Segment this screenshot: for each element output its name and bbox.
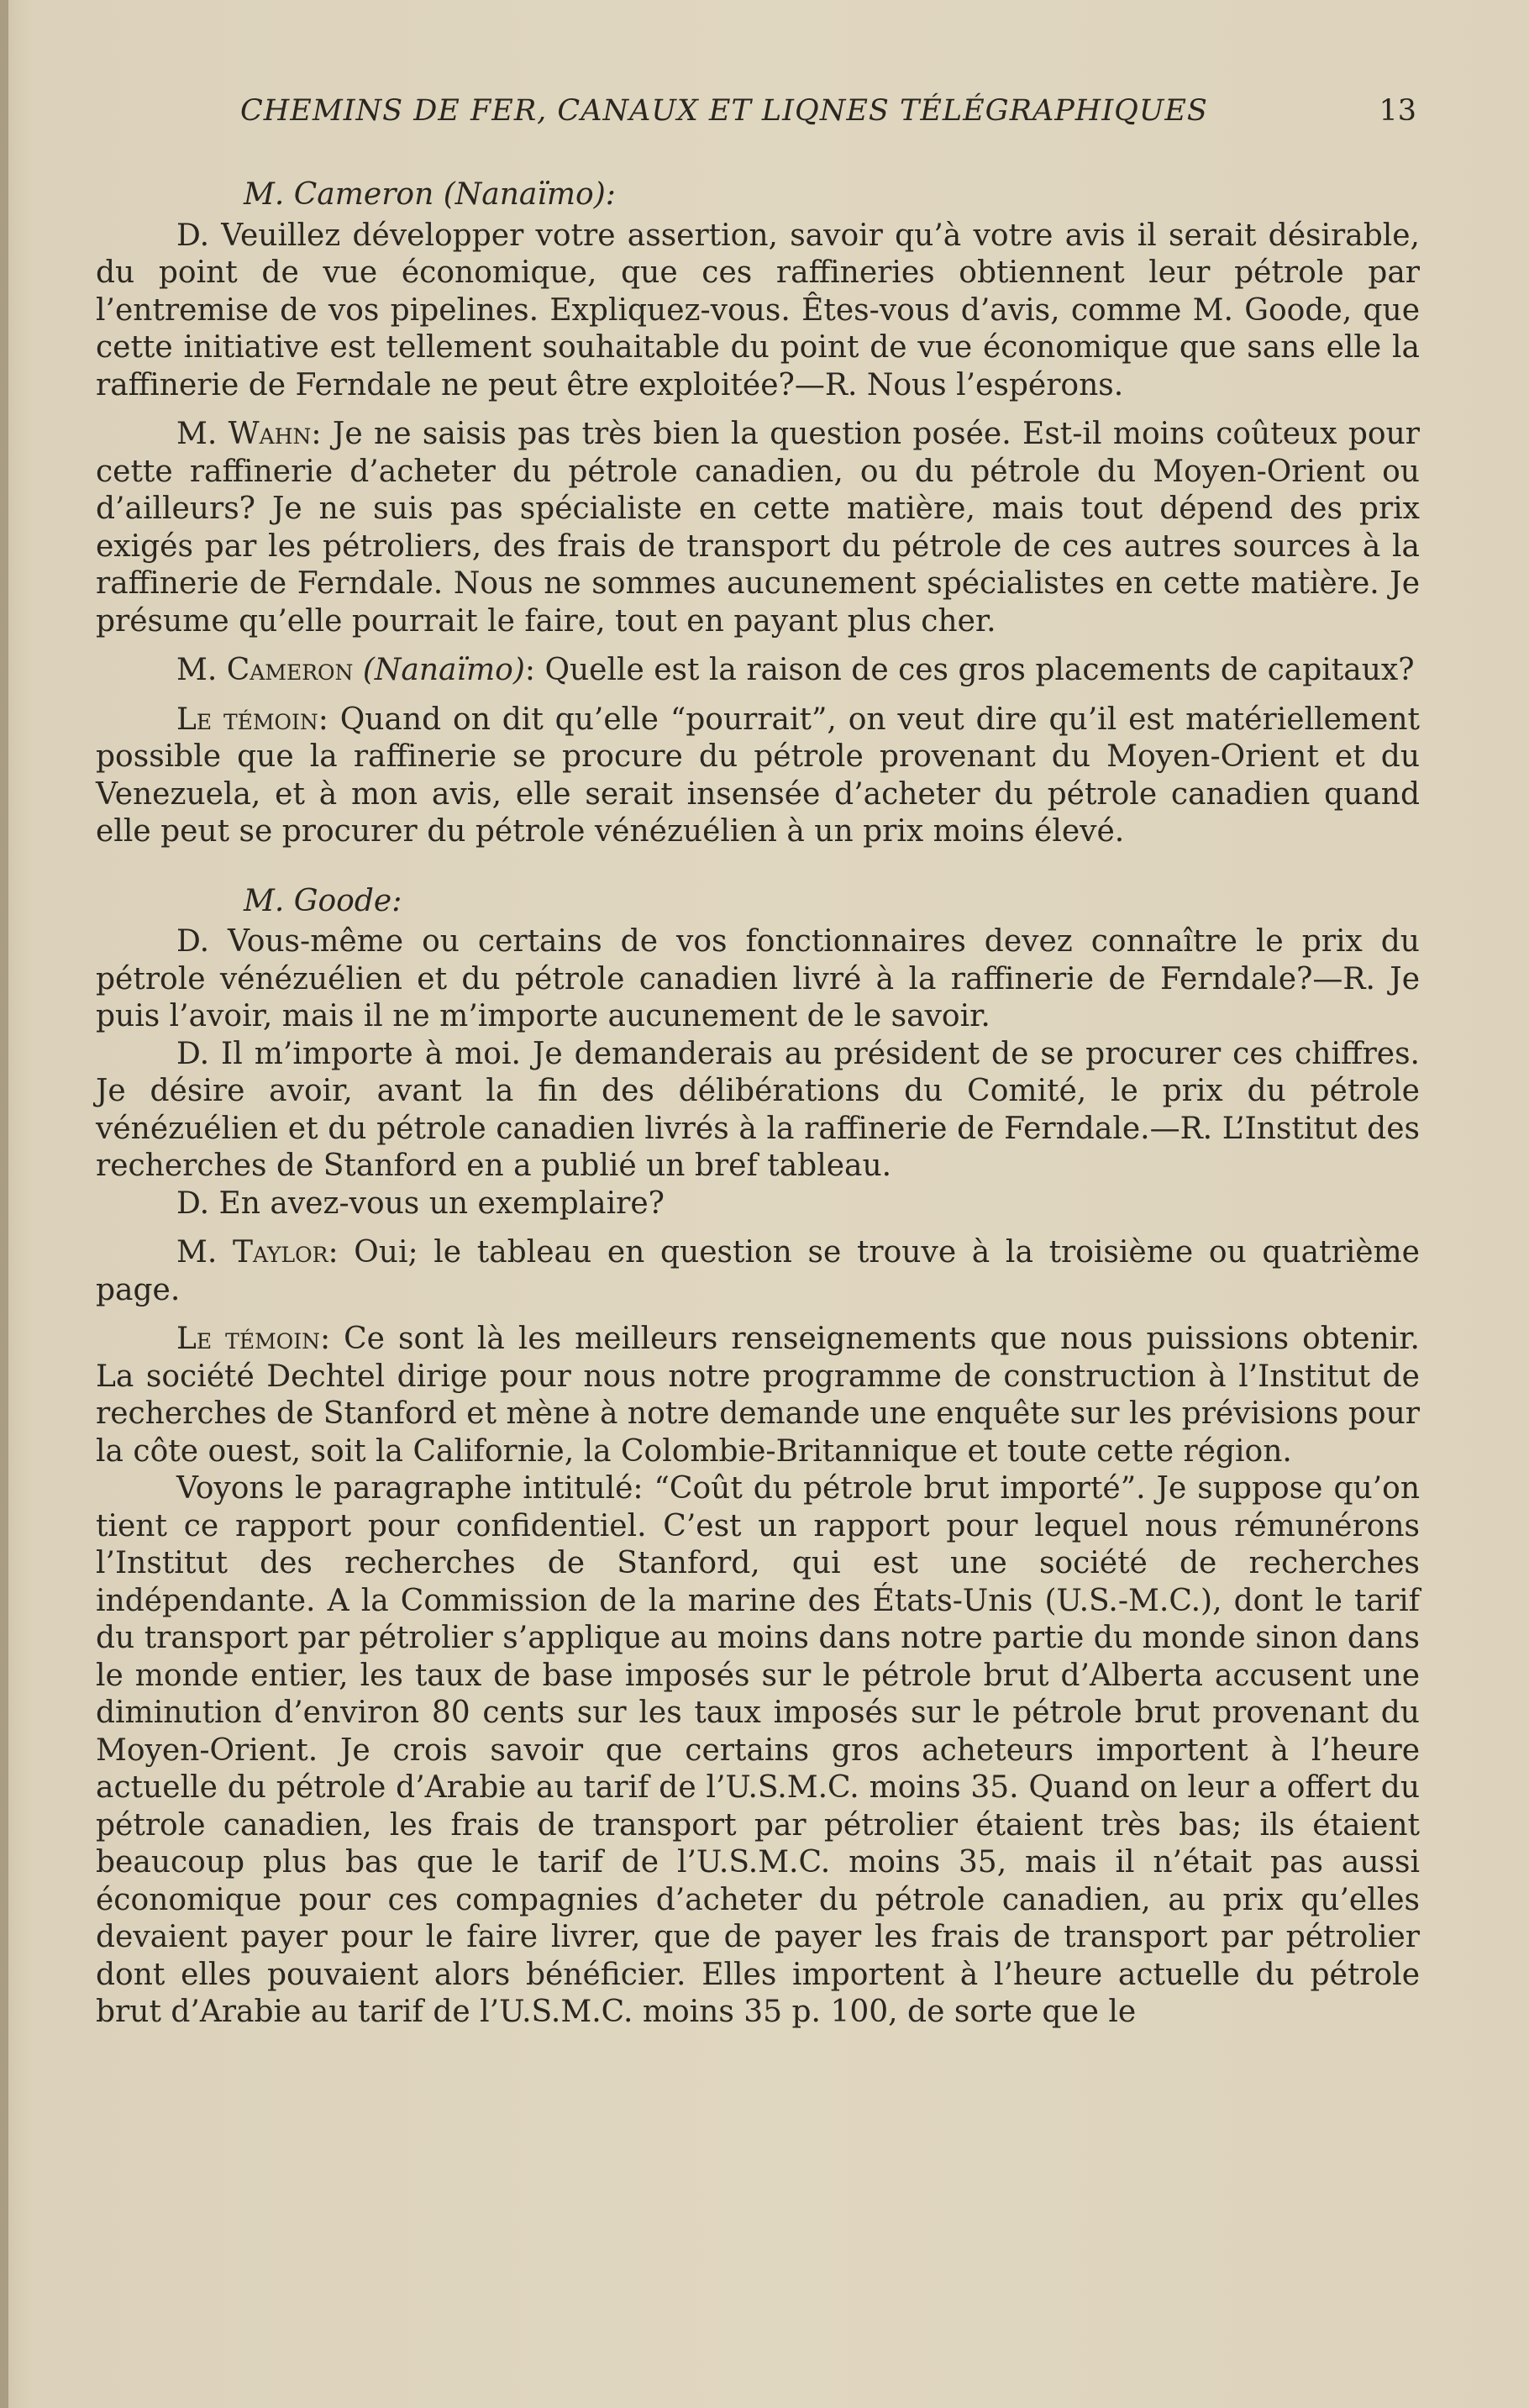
speaker-name: Le témoin: <box>176 1322 331 1356</box>
speaker-name: Le témoin: <box>176 702 328 737</box>
page-edge <box>0 0 8 2408</box>
paragraph <box>96 1321 1420 1470</box>
paragraph: D. En avez-vous un exemplaire? <box>176 1186 665 1221</box>
speaker-heading: M. Cameron (Nanaïmo): <box>244 177 616 212</box>
paragraph <box>96 416 1420 640</box>
paragraph-text: Quelle est la raison de ces gros placements de capitaux? <box>535 653 1415 687</box>
paragraph <box>96 1234 1420 1309</box>
speaker-name: M. Cameron <box>176 653 354 687</box>
speaker-colon: : <box>524 653 535 687</box>
paragraph: D. Veuillez développer votre assertion, savoir qu’à votre avis il serait désirable, du point de vue économique, que ces raffineries obtiennent leur pétrole par l’entremise de vos pipelines. Expliquez-vous. Êtes-vous d’avis, comme M. Goode, que cette initiative est tellement souhaitable du point de vue économique que sans elle la raffinerie de Ferndale ne peut être exploitée?—R. Nous l’espérons. <box>96 218 1420 402</box>
paragraph: Voyons le paragraphe intitulé: “Coût du pétrole brut importé”. Je suppose qu’on tient ce rapport pour confidentiel. C’est un rapport pour lequel nous rémunérons l’Institut des recherches de Stanford, qui est une société de recherches indépendante. A la Commission de la marine des États-Unis (U.S.-M.C.), dont le tarif du transport par pétrolier s’applique au moins dans notre partie du monde sinon dans le monde entier, les taux de base imposés sur le pétrole brut d’Alberta accusent une diminution d’environ 80 cents sur les taux imposés sur le pétrole brut provenant du Moyen-Orient. Je crois savoir que certains gros acheteurs importent à l’heure actuelle du pétrole d’Arabie au tarif de l’U.S.M.C. moins 35. Quand on leur a offert du pétrole canadien, les frais de transport par pétrolier étaient très bas; ils étaient beaucoup plus bas que le tarif de l’U.S.M.C. moins 35, mais il n’était pas aussi économique pour ces compagnies d’acheter du pétrole canadien, au prix qu’elles devaient payer pour le faire livrer, que de payer les frais de transport par pétrolier dont elles pouvaient alors bénéficier. Elles importent à l’heure actuelle du pétrole brut d’Arabie au tarif de l’U.S.M.C. moins 35 p. 100, de sorte que le <box>96 1471 1420 2029</box>
paragraph-text: Quand on dit qu’elle “pourrait”, on veut dire qu’il est matériellement possible que la raffinerie se procure du pétrole provenant du Moyen-Orient et du Venezuela, et à mon avis, elle serait insensée d’acheter du pétrole canadien quand elle peut se procurer du pétrole vénézuélien à un prix moins élevé. <box>96 702 1420 849</box>
page-header <box>240 94 1416 145</box>
paragraph-text: Ce sont là les meilleurs renseignements que nous puissions obtenir. La société Dechtel dirige pour nous notre programme de construction à l’Institut de recherches de Stanford et mène à notre demande une enquête sur les prévisions pour la côte ouest, soit la Californie, la Colombie-Britannique et toute cette région. <box>96 1322 1421 1469</box>
paragraph-text: Oui; le tableau en question se trouve à la troisième ou quatrième page. <box>96 1235 1420 1307</box>
paragraph: D. Vous-même ou certains de vos fonctionnaires devez connaître le prix du pétrole vénézuélien et du pétrole canadien livré à la raffinerie de Ferndale?—R. Je puis l’avoir, mais il ne m’importe aucunement de le savoir. <box>96 924 1420 1033</box>
paragraph: D. Il m’importe à moi. Je demanderais au président de se procurer ces chiffres. Je désire avoir, avant la fin des délibérations du Comité, le prix du pétrole vénézuélien et du pétrole canadien livrés à la raffinerie de Ferndale.—R. L’Institut des recherches de Stanford en a publié un bref tableau. <box>96 1036 1420 1183</box>
page-number: 13 <box>1379 94 1416 128</box>
speaker-name: M. Taylor: <box>176 1235 339 1270</box>
speaker-heading: M. Goode: <box>244 883 402 918</box>
paragraph <box>96 652 1420 690</box>
paragraph <box>96 702 1420 851</box>
body-text <box>96 176 1420 2032</box>
speaker-riding: (Nanaïmo) <box>353 653 525 687</box>
running-head: CHEMINS DE FER, CANAUX ET LIQNES TÉLÉGRAPHIQUES <box>240 94 1208 128</box>
speaker-name: M. Wahn: <box>176 417 322 451</box>
paragraph-text: Je ne saisis pas très bien la question posée. Est-il moins coûteux pour cette raffinerie d’acheter du pétrole canadien, ou du pétrole du Moyen-Orient ou d’ailleurs? Je ne suis pas spécialiste en cette matière, mais tout dépend des prix exigés par les pétroliers, des frais de transport du pétrole de ces autres sources à la raffinerie de Ferndale. Nous ne sommes aucunement spécialistes en cette matière. Je présume qu’elle pourrait le faire, tout en payant plus cher. <box>96 417 1420 639</box>
